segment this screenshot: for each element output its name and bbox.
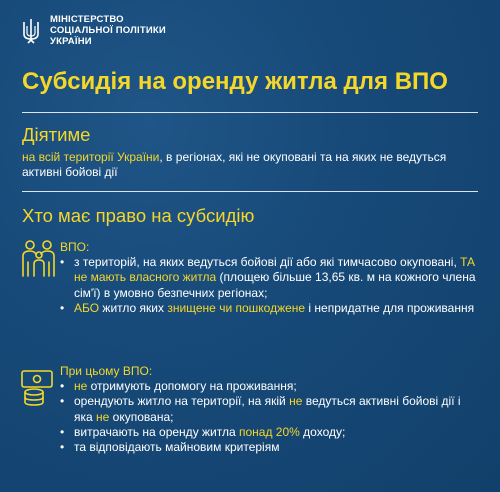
highlight-text: понад 20% (239, 424, 300, 439)
trident-icon (22, 18, 40, 44)
section-text-active (22, 150, 482, 180)
divider (22, 112, 478, 113)
body-text: та відповідають майновим критеріям (74, 440, 280, 455)
highlight-text: не (74, 379, 88, 394)
section-heading-active: Діятиме (22, 124, 91, 145)
list-item (60, 379, 480, 394)
money-coins-icon (20, 368, 56, 406)
body-text: і непридатне для проживання (305, 300, 475, 315)
highlight-text: ТА не мають власного житла (74, 255, 476, 285)
header (22, 14, 166, 47)
family-icon (20, 238, 58, 278)
page-title: Субсидія на оренду житла для ВПО (22, 68, 448, 95)
body-text: житло яких (99, 300, 168, 315)
highlight-text: АБО (74, 300, 100, 315)
ministry-line-2: СОЦІАЛЬНОЇ ПОЛІТИКИ (50, 25, 166, 36)
body-text: доходу; (299, 424, 346, 439)
highlight-text: не (96, 409, 110, 424)
ministry-line-1: МІНІСТЕРСТВО (50, 14, 124, 25)
vpo-block (60, 240, 480, 316)
section-heading-eligibility: Хто має право на субсидію (22, 205, 255, 226)
ministry-name (50, 14, 166, 47)
body-text: , в регіонах, які не окуповані та на яких не ведуться активні бойові дії (22, 150, 447, 179)
highlight-text: знищене чи пошкоджене (167, 300, 306, 315)
conditions-title: При цьому ВПО: (60, 364, 153, 378)
conditions-block (60, 364, 480, 455)
body-text: ведуться активні бойові дії і яка (74, 394, 461, 424)
body-text: витрачають на оренду житла (74, 424, 239, 439)
divider (22, 191, 478, 192)
body-text: орендують житло на території, на якій (74, 394, 290, 409)
list-item (60, 255, 480, 301)
body-text: (площею більше 13,65 кв. м на кожного члена сім'ї) в умовно безпечних регіонах; (74, 270, 476, 300)
list-item (60, 425, 480, 440)
ministry-line-3: УКРАЇНИ (50, 36, 92, 47)
highlight-text: на всій території України (22, 150, 160, 164)
list-item (60, 440, 480, 455)
list-item (60, 301, 480, 316)
body-text: окупована; (109, 409, 174, 424)
body-text: отримують допомогу на проживання; (87, 379, 297, 394)
highlight-text: не (289, 394, 303, 409)
body-text: з територій, на яких ведуться бойові дії або які тимчасово окуповані, (74, 255, 461, 270)
list-item (60, 394, 480, 424)
vpo-title: ВПО: (60, 240, 90, 254)
